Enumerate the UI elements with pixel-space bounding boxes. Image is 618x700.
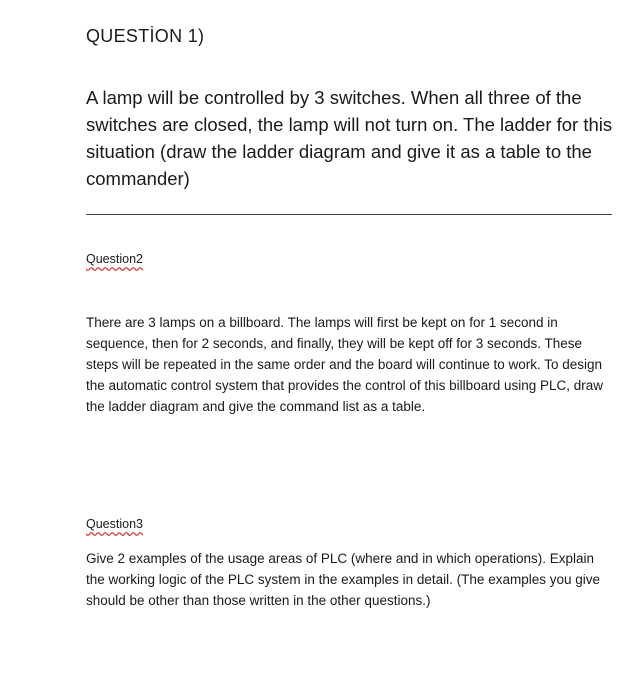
question3-body: Give 2 examples of the usage areas of PLC (where and in which operations). Explain the working logic of the PLC system in the examples in detail. (The examples you give should be other than those written in the other questions.) xyxy=(86,551,601,608)
question1-body: A lamp will be controlled by 3 switches. When all three of the switches are closed, the lamp will not turn on. The ladder for this situation (draw the ladder diagram and give it as a table to the commander) xyxy=(86,87,613,189)
question2-heading: Question2 xyxy=(86,252,143,266)
question1-title: QUESTİON 1) xyxy=(86,26,205,46)
question2-body: There are 3 lamps on a billboard. The lamps will first be kept on for 1 second in sequence, then for 2 seconds, and finally, they will be kept off for 3 seconds. These steps will be repeated in the same order and the board will continue to work. To design the automatic control system that provides the control of this billboard using PLC, draw the ladder diagram and give the command list as a table. xyxy=(86,315,604,414)
question3-heading: Question3 xyxy=(86,517,143,531)
section-divider xyxy=(86,214,612,215)
